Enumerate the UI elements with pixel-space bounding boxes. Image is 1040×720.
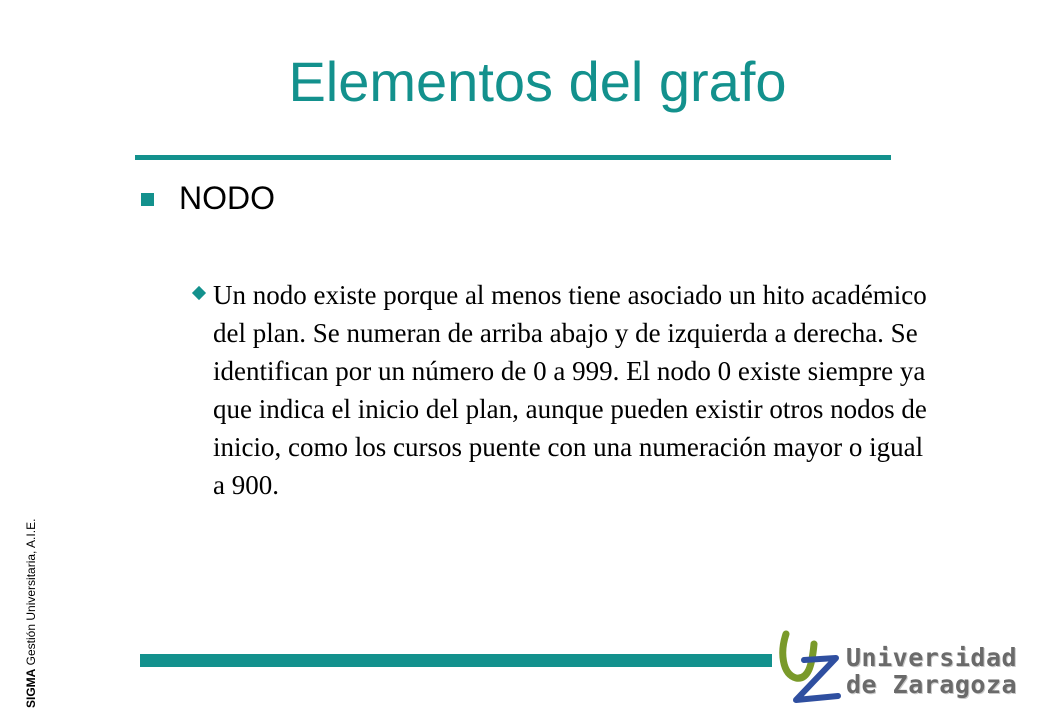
company-name-strong: SIGMA (24, 668, 38, 708)
bullet-heading: NODO (179, 180, 275, 216)
company-footer-label (24, 519, 38, 708)
company-name-rest: Gestión Universitaria, A.I.E. (24, 518, 38, 669)
slide-title: Elementos del grafo (288, 50, 787, 113)
uz-monogram-icon (774, 630, 842, 708)
university-logo (774, 630, 1018, 710)
footer-bar (140, 654, 772, 667)
square-bullet-icon (141, 193, 154, 206)
university-name-line2: de Zaragoza (846, 670, 1018, 699)
title-divider (135, 155, 891, 160)
diamond-bullet-icon (192, 286, 206, 300)
university-name (846, 644, 1017, 698)
university-name-line1: Universidad (846, 643, 1018, 672)
bullet-paragraph: Un nodo existe porque al menos tiene asociado un hito académico del plan. Se numeran de arriba abajo y de izquierda a derecha. Se identifican por un número de 0 a 999. El nodo 0 existe siempre ya que indica el inicio del plan, aunque pueden existir otros nodos de inicio, como los cursos puente con una numeración mayor o igual a 900. (213, 280, 927, 500)
